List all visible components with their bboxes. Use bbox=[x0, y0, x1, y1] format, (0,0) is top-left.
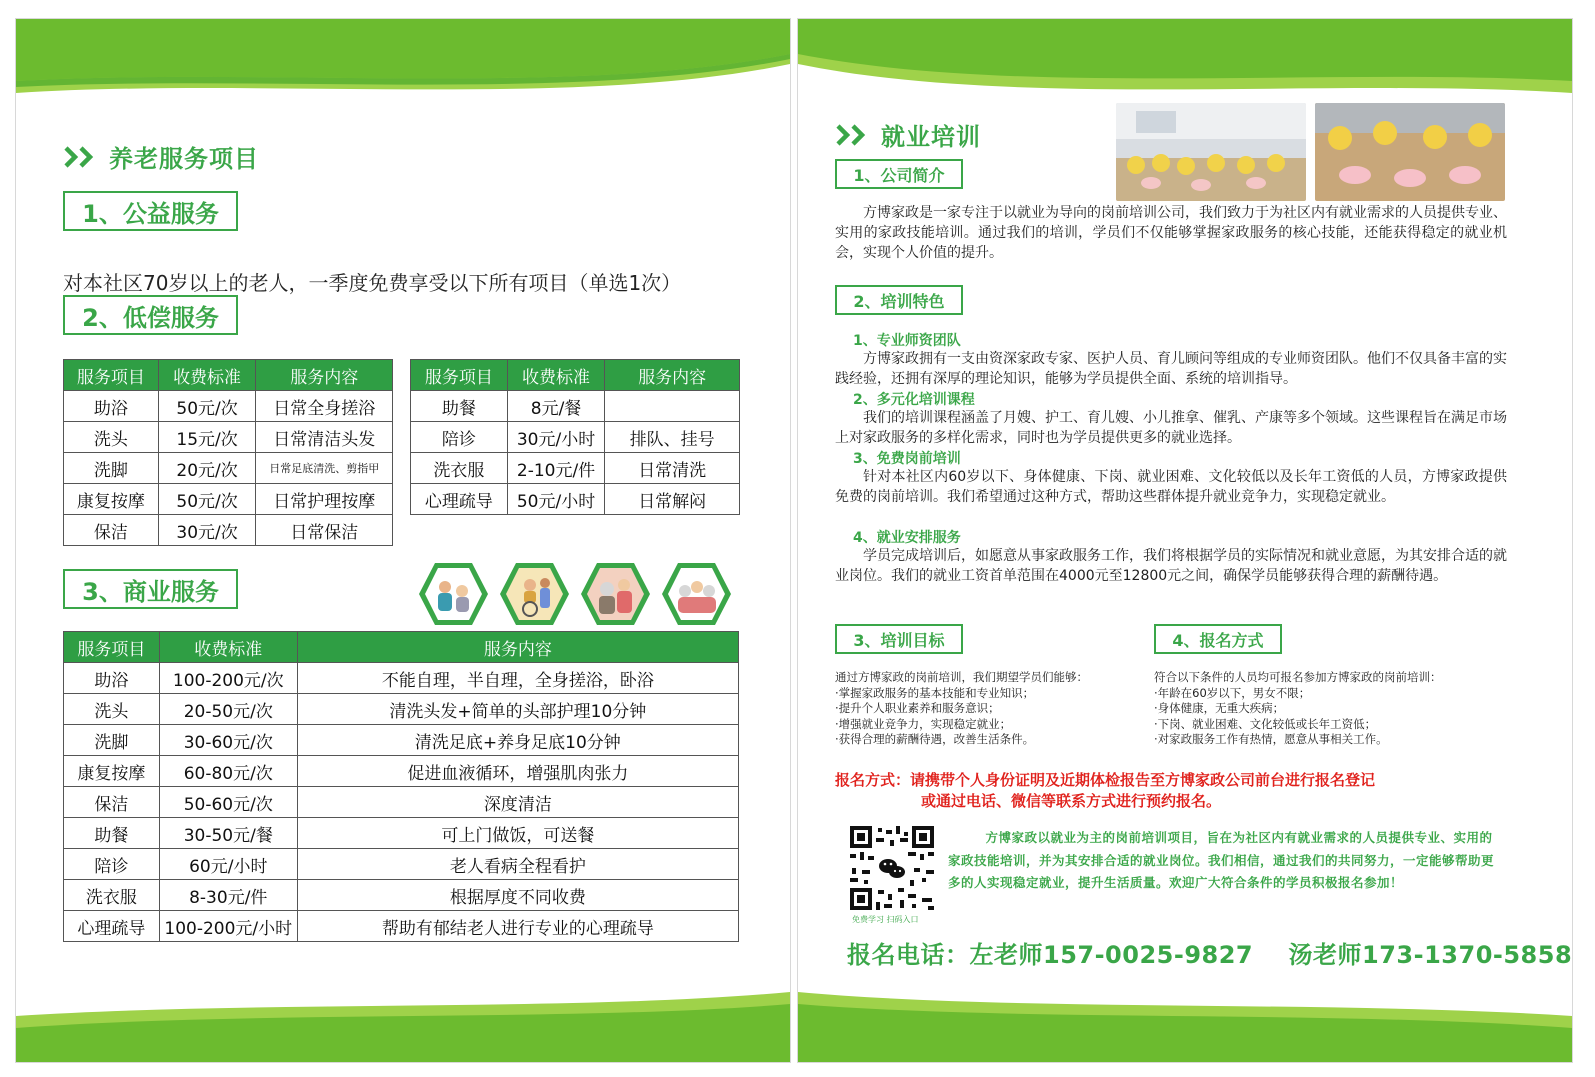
table-cell: 康复按摩 bbox=[64, 484, 159, 515]
list-item: ·掌握家政服务的基本技能和专业知识； bbox=[835, 685, 1035, 700]
list-item: ·身体健康，无重大疾病； bbox=[1154, 701, 1285, 715]
table-cell: 2-10元/件 bbox=[507, 453, 605, 484]
table-cell: 50元/次 bbox=[158, 391, 256, 422]
table-cell: 助浴 bbox=[64, 663, 160, 694]
double-chevron-icon bbox=[63, 145, 99, 169]
elderly-couple-illustration bbox=[579, 561, 652, 627]
table-cell: 帮助有郁结老人进行专业的心理疏导 bbox=[297, 911, 738, 942]
training-class-photo-1 bbox=[1116, 103, 1306, 201]
list-item: 通过方博家政的岗前培训，我们期望学员们能够： bbox=[835, 670, 1088, 684]
table-cell: 不能自理，半自理，全身搓浴，卧浴 bbox=[297, 663, 738, 694]
signup-line: 或通过电话、微信等联系方式进行预约报名。 bbox=[921, 792, 1222, 810]
table-row bbox=[64, 422, 393, 453]
feature-text: 学员完成培训后，如愿意从事家政服务工作，我们将根据学员的实际情况和就业意愿，为其安排合适的就业岗位。我们的就业工资首单范围在4000元至12800元之间，确保学员能够获得合理的薪酬待遇。 bbox=[835, 548, 1507, 584]
training-class-photo-2 bbox=[1315, 103, 1505, 201]
table-header: 服务内容 bbox=[605, 360, 740, 391]
commercial-service-table bbox=[63, 631, 739, 942]
table-row bbox=[411, 391, 740, 422]
feature-text: 我们的培训课程涵盖了月嫂、护工、育儿嫂、小儿推拿、催乳、产康等多个领域。这些课程旨在满足市场上对家政服务的多样化需求，同时也为学员提供更多的就业选择。 bbox=[835, 410, 1507, 446]
enrollment-conditions-list bbox=[1154, 670, 1442, 748]
table-cell: 日常清洗 bbox=[605, 453, 740, 484]
table-cell: 清洗足底+养身足底10分钟 bbox=[297, 725, 738, 756]
table-cell: 心理疏导 bbox=[411, 484, 508, 515]
table-cell: 60元/小时 bbox=[159, 849, 297, 880]
table-header: 服务内容 bbox=[297, 632, 738, 663]
employment-training-title: 就业培训 bbox=[881, 123, 981, 151]
table-cell: 日常清洁头发 bbox=[256, 422, 393, 453]
left-page bbox=[15, 18, 791, 1063]
signup-method-notice bbox=[835, 770, 1375, 812]
bathing-care-illustration bbox=[417, 561, 490, 627]
training-features-title: 2、培训特色 bbox=[835, 285, 963, 315]
table-cell: 100-200元/小时 bbox=[159, 911, 297, 942]
table-cell: 15元/次 bbox=[158, 422, 256, 453]
feature-title: 2、多元化培训课程 bbox=[853, 392, 975, 408]
table-cell: 洗脚 bbox=[64, 725, 160, 756]
table-cell: 日常保洁 bbox=[256, 515, 393, 546]
feature-title: 1、专业师资团队 bbox=[853, 333, 961, 349]
table-header: 服务项目 bbox=[64, 632, 160, 663]
table-header: 收费标准 bbox=[158, 360, 256, 391]
signup-phone: 报名电话：左老师157-0025-9827 汤老师173-1370-5858 bbox=[847, 941, 1573, 969]
feature-title: 4、就业安排服务 bbox=[853, 530, 961, 546]
table-cell: 心理疏导 bbox=[64, 911, 160, 942]
table-cell: 20元/次 bbox=[158, 453, 256, 484]
table-header: 收费标准 bbox=[159, 632, 297, 663]
table-cell: 8-30元/件 bbox=[159, 880, 297, 911]
table-header: 收费标准 bbox=[507, 360, 605, 391]
table-cell: 日常足底清洗、剪指甲 bbox=[256, 453, 393, 484]
employment-training-heading bbox=[835, 117, 981, 152]
feature-text: 针对本社区内60岁以下、身体健康、下岗、就业困难、文化较低以及长年工资低的人员，方博家政提供免费的岗前培训。我们希望通过这种方式，帮助这些群体提升就业竞争力，实现稳定就业。 bbox=[835, 469, 1507, 505]
table-row bbox=[64, 725, 739, 756]
table-cell: 清洗头发+简单的头部护理10分钟 bbox=[297, 694, 738, 725]
elder-service-heading bbox=[63, 139, 259, 174]
list-item: ·下岗、就业困难、文化较低或长年工资低； bbox=[1154, 716, 1377, 731]
table-cell: 洗头 bbox=[64, 422, 159, 453]
table-cell: 日常全身搓浴 bbox=[256, 391, 393, 422]
table-row bbox=[64, 663, 739, 694]
table-cell: 老人看病全程看护 bbox=[297, 849, 738, 880]
table-cell: 排队、挂号 bbox=[605, 422, 740, 453]
table-row bbox=[64, 756, 739, 787]
table-cell: 根据厚度不同收费 bbox=[297, 880, 738, 911]
table-cell: 8元/餐 bbox=[507, 391, 605, 422]
table-row bbox=[64, 787, 739, 818]
wheelchair-care-illustration bbox=[498, 561, 571, 627]
right-page bbox=[797, 18, 1573, 1063]
table-cell bbox=[605, 391, 740, 422]
table-cell: 30元/次 bbox=[158, 515, 256, 546]
table-header: 服务项目 bbox=[64, 360, 159, 391]
welfare-service-title: 1、公益服务 bbox=[63, 191, 238, 231]
table-cell: 洗脚 bbox=[64, 453, 159, 484]
list-item: ·对家政服务工作有热情，愿意从事相关工作。 bbox=[1154, 732, 1388, 746]
table-row bbox=[64, 911, 739, 942]
low-cost-table-right bbox=[410, 359, 740, 515]
low-cost-table-left bbox=[63, 359, 393, 546]
table-cell: 助餐 bbox=[64, 818, 160, 849]
table-cell: 洗衣服 bbox=[64, 880, 160, 911]
elderly-group-illustration bbox=[660, 561, 733, 627]
feature-title: 3、免费岗前培训 bbox=[853, 451, 961, 467]
table-header: 服务项目 bbox=[411, 360, 508, 391]
table-cell: 30-60元/次 bbox=[159, 725, 297, 756]
table-cell: 陪诊 bbox=[64, 849, 160, 880]
closing-text: 方博家政以就业为主的岗前培训项目，旨在为社区内有就业需求的人员提供专业、实用的家政技能培训，并为其安排合适的就业岗位。我们相信，通过我们的共同努力，一定能够帮助更多的人实现稳定就业，提升生活质量。欢迎广大符合条件的学员积极报名参加！ bbox=[948, 830, 1495, 890]
table-cell: 50-60元/次 bbox=[159, 787, 297, 818]
table-cell: 30元/小时 bbox=[507, 422, 605, 453]
table-row bbox=[64, 849, 739, 880]
table-cell: 助餐 bbox=[411, 391, 508, 422]
list-item: ·年龄在60岁以下，男女不限； bbox=[1154, 685, 1311, 700]
table-row bbox=[411, 484, 740, 515]
table-cell: 保洁 bbox=[64, 515, 159, 546]
table-row bbox=[64, 453, 393, 484]
table-cell: 100-200元/次 bbox=[159, 663, 297, 694]
table-cell: 助浴 bbox=[64, 391, 159, 422]
table-row bbox=[64, 694, 739, 725]
training-goals-title: 3、培训目标 bbox=[835, 624, 963, 654]
table-cell: 可上门做饭，可送餐 bbox=[297, 818, 738, 849]
welfare-service-text: 对本社区70岁以上的老人，一季度免费享受以下所有项目（单选1次） bbox=[63, 271, 682, 295]
double-chevron-icon bbox=[835, 123, 871, 147]
table-cell: 60-80元/次 bbox=[159, 756, 297, 787]
bottom-green-wave bbox=[16, 992, 790, 1062]
table-cell: 保洁 bbox=[64, 787, 160, 818]
low-cost-service-title: 2、低偿服务 bbox=[63, 295, 238, 335]
elder-service-title: 养老服务项目 bbox=[109, 145, 259, 173]
table-cell: 50元/小时 bbox=[507, 484, 605, 515]
list-item: ·增强就业竞争力，实现稳定就业； bbox=[835, 716, 1012, 731]
table-row bbox=[64, 515, 393, 546]
company-intro-title: 1、公司简介 bbox=[835, 159, 963, 189]
elder-care-illustrations bbox=[417, 561, 733, 627]
table-cell: 洗头 bbox=[64, 694, 160, 725]
table-cell: 日常解闷 bbox=[605, 484, 740, 515]
bottom-green-wave bbox=[798, 992, 1572, 1062]
table-cell: 50元/次 bbox=[158, 484, 256, 515]
feature-text: 方博家政拥有一支由资深家政专家、医护人员、育儿顾问等组成的专业师资团队。他们不仅具备丰富的实践经验，还拥有深厚的理论知识，能够为学员提供全面、系统的培训指导。 bbox=[835, 351, 1507, 387]
table-cell: 20-50元/次 bbox=[159, 694, 297, 725]
table-cell: 日常护理按摩 bbox=[256, 484, 393, 515]
enrollment-title: 4、报名方式 bbox=[1154, 624, 1282, 654]
table-cell: 陪诊 bbox=[411, 422, 508, 453]
table-cell: 康复按摩 bbox=[64, 756, 160, 787]
company-intro-text: 方博家政是一家专注于以就业为导向的岗前培训公司，我们致力于为社区内有就业需求的人员提供专业、实用的家政技能培训。通过我们的培训，学员们不仅能够掌握家政服务的核心技能，还能获得稳定的就业机会，实现个人价值的提升。 bbox=[835, 205, 1507, 261]
commercial-service-title: 3、商业服务 bbox=[63, 569, 238, 609]
table-row bbox=[411, 422, 740, 453]
training-goals-list bbox=[835, 670, 1088, 748]
table-row bbox=[64, 880, 739, 911]
list-item: ·提升个人职业素养和服务意识； bbox=[835, 701, 1000, 715]
table-cell: 促进血液循环，增强肌肉张力 bbox=[297, 756, 738, 787]
table-row bbox=[411, 453, 740, 484]
table-cell: 深度清洁 bbox=[297, 787, 738, 818]
qr-caption: 免费学习 扫码入口 bbox=[852, 915, 919, 924]
signup-line: 报名方式：请携带个人身份证明及近期体检报告至方博家政公司前台进行报名登记 bbox=[835, 771, 1376, 789]
top-green-wave bbox=[16, 19, 790, 119]
table-header: 服务内容 bbox=[256, 360, 393, 391]
table-cell: 30-50元/餐 bbox=[159, 818, 297, 849]
table-row bbox=[64, 391, 393, 422]
table-cell: 洗衣服 bbox=[411, 453, 508, 484]
table-row bbox=[64, 818, 739, 849]
table-row bbox=[64, 484, 393, 515]
list-item: ·获得合理的薪酬待遇，改善生活条件。 bbox=[835, 732, 1035, 746]
list-item: 符合以下条件的人员均可报名参加方博家政的岗前培训： bbox=[1154, 670, 1442, 684]
qr-code-icon bbox=[848, 824, 936, 912]
